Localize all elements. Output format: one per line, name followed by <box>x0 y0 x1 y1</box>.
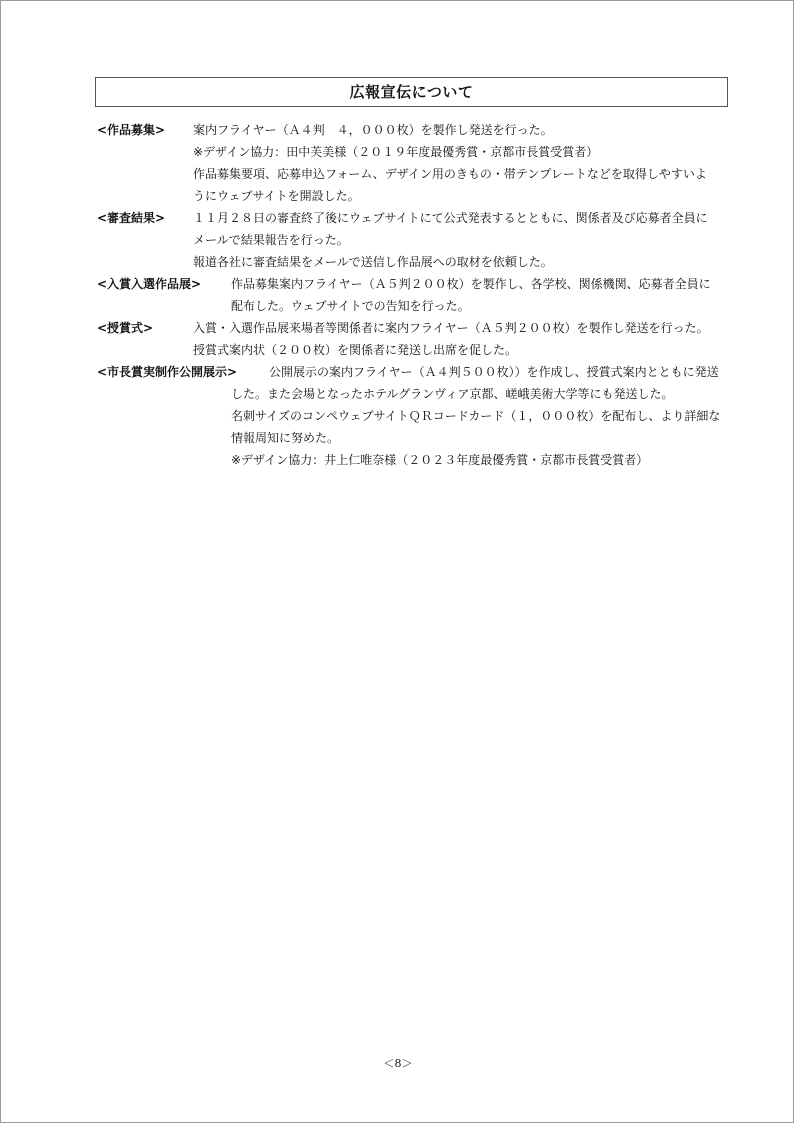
section-text-line: 配布した。ウェブサイトでの告知を行った。 <box>231 299 470 313</box>
section-label-shinsa-kekka: <審査結果> <box>97 211 166 225</box>
list-item <box>97 383 737 405</box>
section-text-line: 作品募集要項、応募申込フォーム、デザイン用のきもの・帯テンプレートなどを取得しやすいよ <box>193 167 707 181</box>
section-label-jushoshiki: <授賞式> <box>97 321 154 335</box>
list-item <box>97 251 737 273</box>
section-text-line: 情報周知に努めた。 <box>231 431 340 445</box>
section-label-shichosho-koukai-tenji: <市長賞実制作公開展示> <box>97 365 238 379</box>
section-text-line: 名刺サイズのコンペウェブサイトＱＲコードカード（１，０００枚）を配布し、より詳細な <box>231 409 721 423</box>
list-item <box>97 185 737 207</box>
list-item <box>97 119 737 141</box>
list-item <box>97 295 737 317</box>
section-title-box <box>95 77 728 107</box>
list-item <box>97 361 737 383</box>
section-text-line: 授賞式案内状（２００枚）を関係者に発送し出席を促した。 <box>193 343 518 357</box>
section-text-line: した。また会場となったホテルグランヴィア京都、嵯峨美術大学等にも発送した。 <box>231 387 674 401</box>
section-text-line: うにウェブサイトを開設した。 <box>193 189 360 203</box>
section-text-line: 報道各社に審査結果をメールで送信し作品展への取材を依頼した。 <box>193 255 553 269</box>
section-label-sakuhin-boshu: <作品募集> <box>97 123 166 137</box>
list-item <box>97 207 737 229</box>
list-item <box>97 141 737 163</box>
section-text-line: 公開展示の案内フライヤー（Ａ４判５００枚））を作成し、授賞式案内とともに発送 <box>269 365 719 379</box>
section-label-nyusho-nyusen-sakuhinten: <入賞入選作品展> <box>97 277 202 291</box>
section-text-line: 作品募集案内フライヤー（Ａ５判２００枚）を製作し、各学校、関係機関、応募者全員に <box>231 277 711 291</box>
section-text-line: ※デザイン協力：井上仁唯奈様（２０２３年度最優秀賞・京都市長賞受賞者） <box>231 453 649 467</box>
list-item <box>97 405 737 427</box>
section-text-line: 案内フライヤー（Ａ４判 ４，０００枚）を製作し発送を行った。 <box>193 123 553 137</box>
page-number: ＜8＞ <box>383 1057 413 1070</box>
list-item <box>97 427 737 449</box>
list-item <box>97 339 737 361</box>
list-item <box>97 273 737 295</box>
list-item <box>97 449 737 471</box>
page-title: 広報宣伝について <box>349 83 474 101</box>
section-text-line: メールで結果報告を行った。 <box>193 233 349 247</box>
list-item <box>97 317 737 339</box>
section-text-line: １１月２８日の審査終了後にウェブサイトにて公式発表するとともに、関係者及び応募者全員に <box>193 211 708 225</box>
list-item <box>97 229 737 251</box>
section-text-line: 入賞・入選作品展来場者等関係者に案内フライヤー（Ａ５判２００枚）を製作し発送を行った。 <box>193 321 709 335</box>
section-text-line: ※デザイン協力：田中芙美様（２０１９年度最優秀賞・京都市長賞受賞者） <box>193 145 599 159</box>
list-item <box>97 163 737 185</box>
